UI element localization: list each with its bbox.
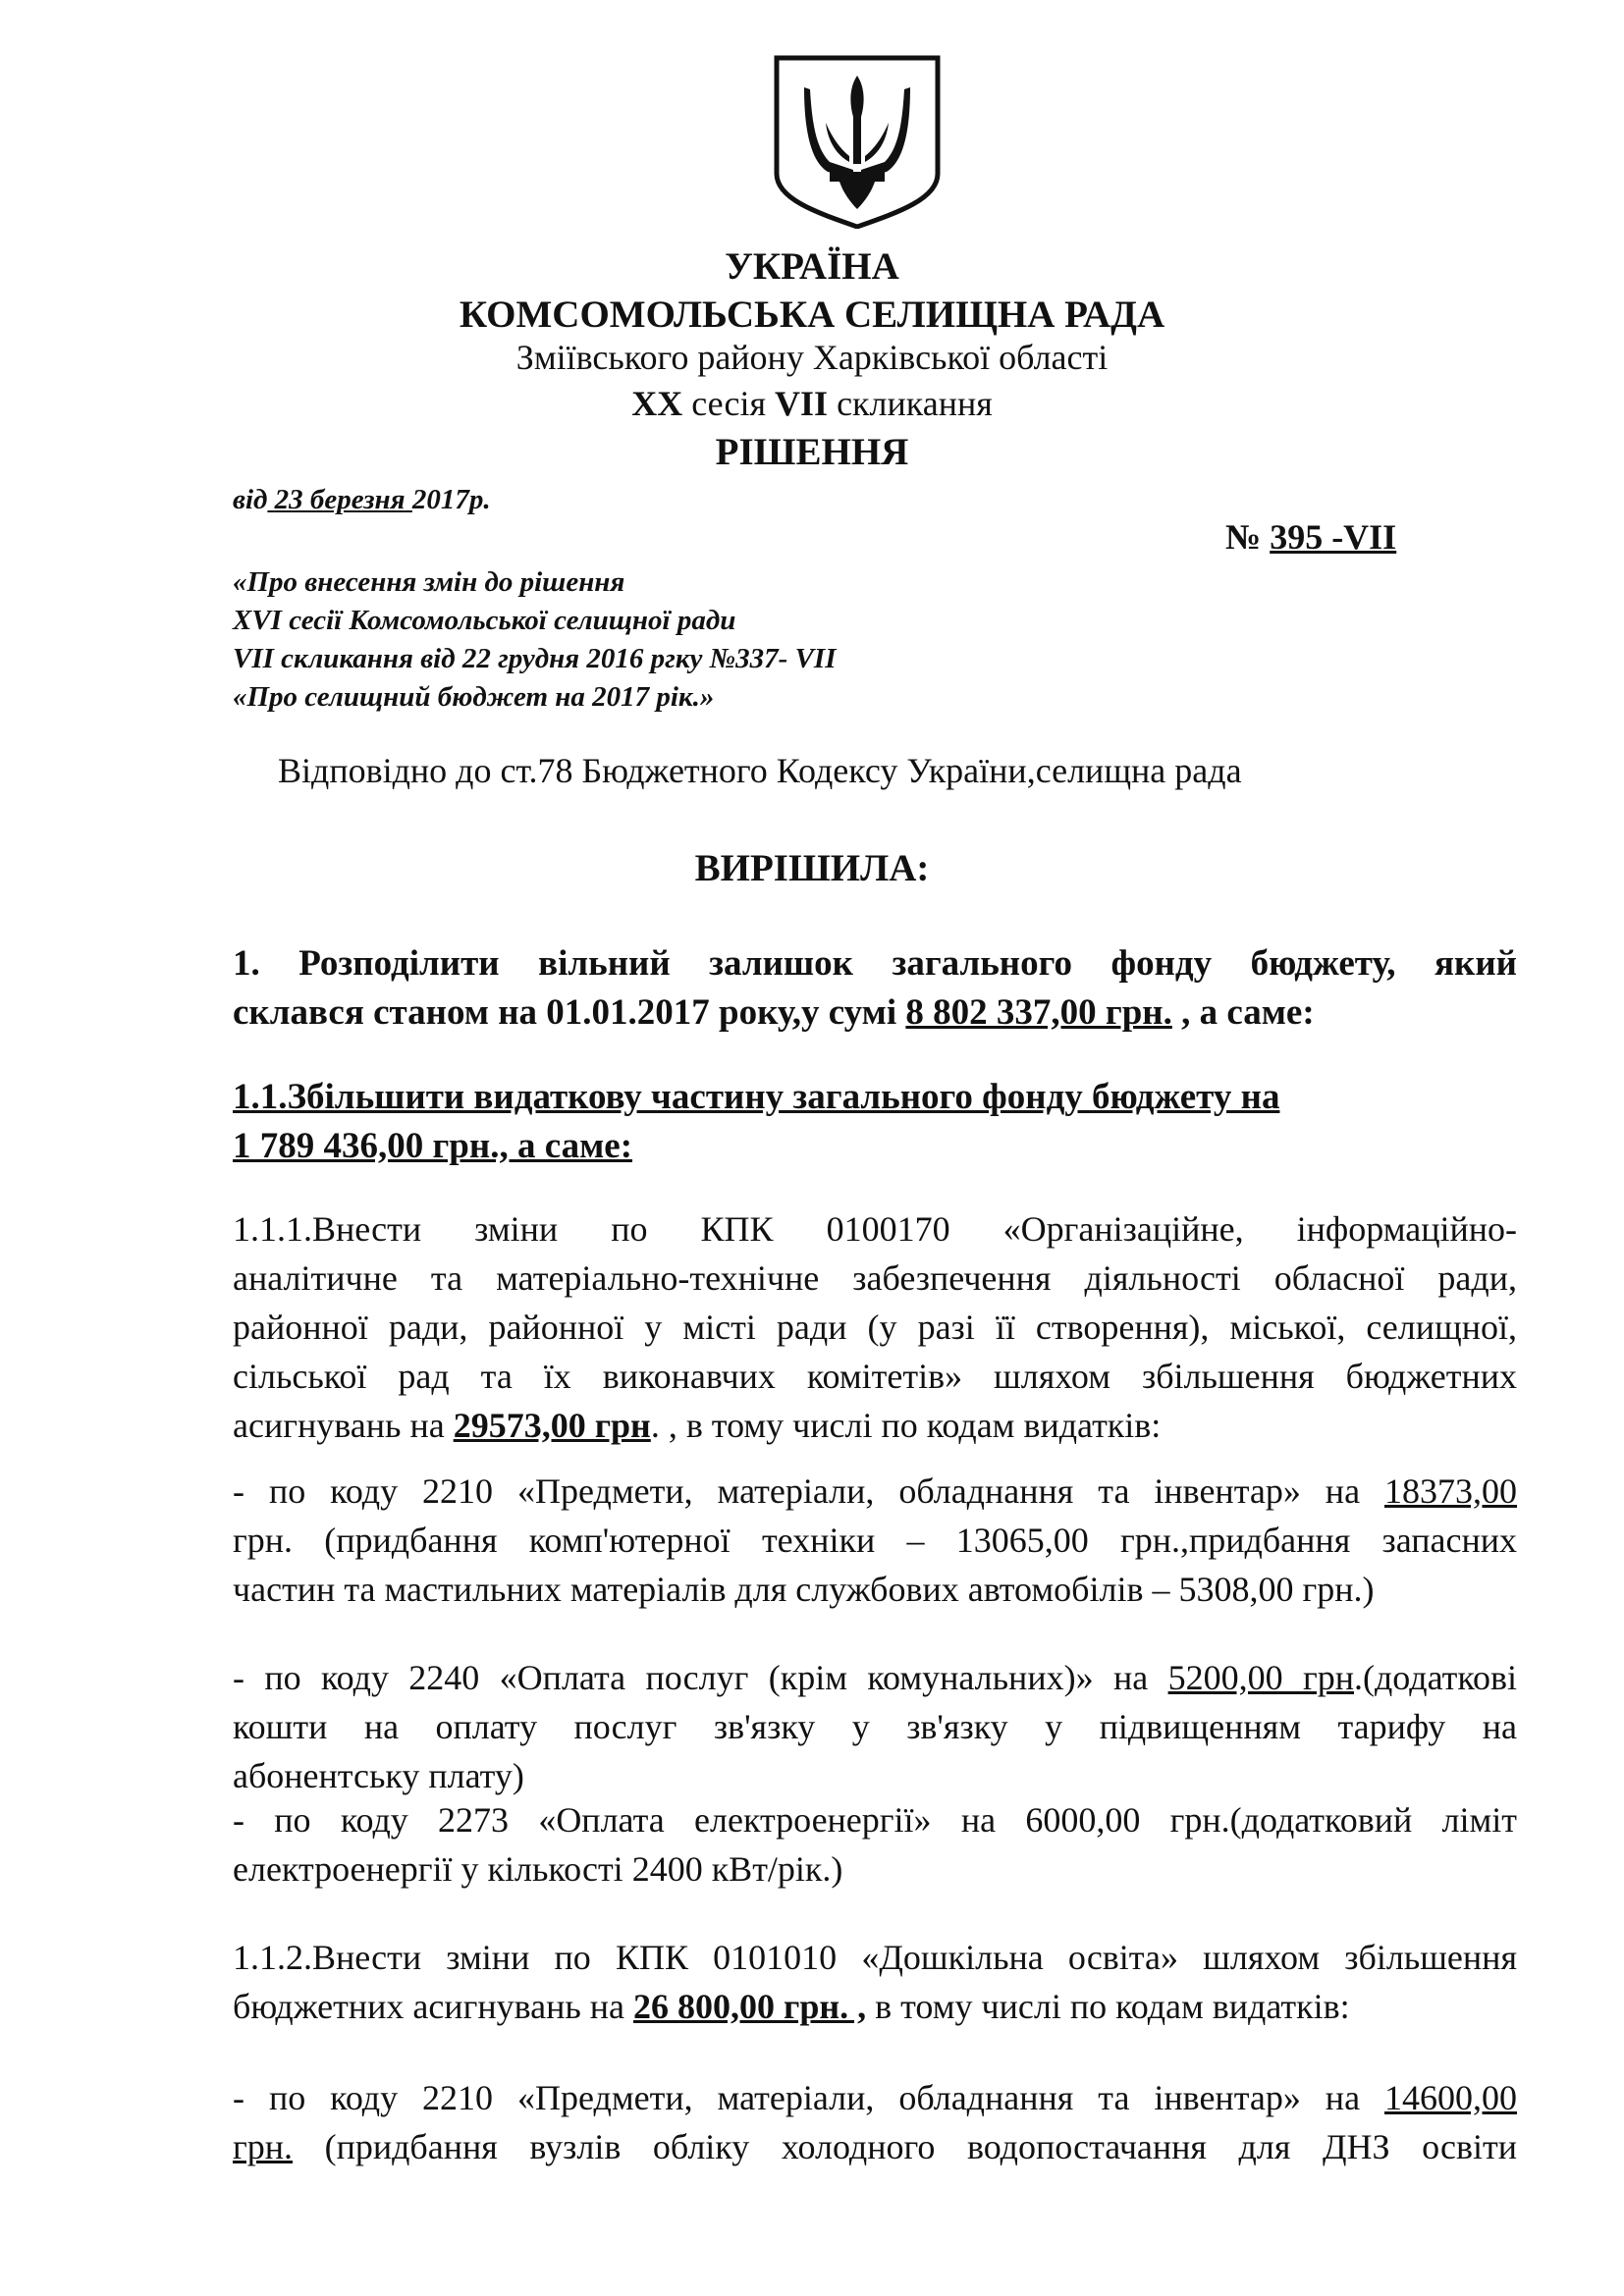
code-2210: - по коду 2210 «Предмети, матеріали, обладнання та інвентар» на 18373,00 грн. (придбання комп'ютерної техніки – 13065,00 грн.,придбання запасних частин та мастильних матеріалів для службових автомобілів – 5308,00 грн.) xyxy=(233,1471,1517,1609)
item-1-1-2: 1.1.2.Внести зміни по КПК 0101010 «Дошкільна освіта» шляхом збільшення бюджетних асигнувань на 26 800,00 грн. , в тому числі по кодам видатків: xyxy=(233,1938,1517,2026)
decision-number: № 395 -VII xyxy=(1225,517,1397,557)
session-line: XX сесія VII скликання xyxy=(631,384,993,423)
document-type: РІШЕННЯ xyxy=(715,431,909,473)
region-name: Зміївського району Харківської області xyxy=(515,338,1109,377)
code-2240: - по коду 2240 «Оплата послуг (крім комунальних)» на 5200,00 грн.(додаткові кошти на оплату послуг зв'язку у зв'язку у підвищенням тарифу на абонентську плату) xyxy=(233,1658,1518,1795)
preamble: Відповідно до ст.78 Бюджетного Кодексу України,селищна рада xyxy=(278,751,1242,790)
decision-subject: «Про внесення змін до рішення XVI сесії Комсомольської селищної ради VII скликання від 22 грудня 2016 ргку №337- VII «Про селищний бюджет на 2017 рік.» xyxy=(233,566,837,713)
council-name: КОМСОМОЛЬСЬКА СЕЛИЩНА РАДА xyxy=(459,294,1165,336)
item-1: 1. Розподілити вільний залишок загального фонду бюджету, який склався станом на 01.01.2017 року,у сумі 8 802 337,00 грн. , а саме: xyxy=(233,943,1517,1033)
item-1-1-1: 1.1.1.Внести зміни по КПК 0100170 «Організаційне, інформаційно- аналітичне та матеріально-технічне забезпечення діяльності обласної ради, районної ради, районної у місті ради (у разі її створення), міської, селищної, сільської рад та їх виконавчих комітетів» шляхом збільшення бюджетних асигнувань на 29573,00 грн. , в тому числі по кодам видатків: xyxy=(233,1209,1517,1445)
resolved-heading: ВИРІШИЛА: xyxy=(694,847,930,889)
country-title: УКРАЇНА xyxy=(725,245,899,288)
code-2273: - по коду 2273 «Оплата електроенергії» на 6000,00 грн.(додатковий ліміт електроенергії у кількості 2400 кВт/рік.) xyxy=(233,1800,1517,1889)
coat-of-arms-emblem xyxy=(771,54,944,229)
decision-date: від 23 березня 2017р. xyxy=(233,484,491,515)
code-2210-preschool: - по коду 2210 «Предмети, матеріали, обладнання та інвентар» на 14600,00 грн. (придбання вузлів обліку холодного водопостачання для ДНЗ освіти xyxy=(233,2078,1517,2166)
item-1-1: 1.1.Збільшити видаткову частину загального фонду бюджету на 1 789 436,00 грн., а саме: xyxy=(233,1077,1280,1166)
